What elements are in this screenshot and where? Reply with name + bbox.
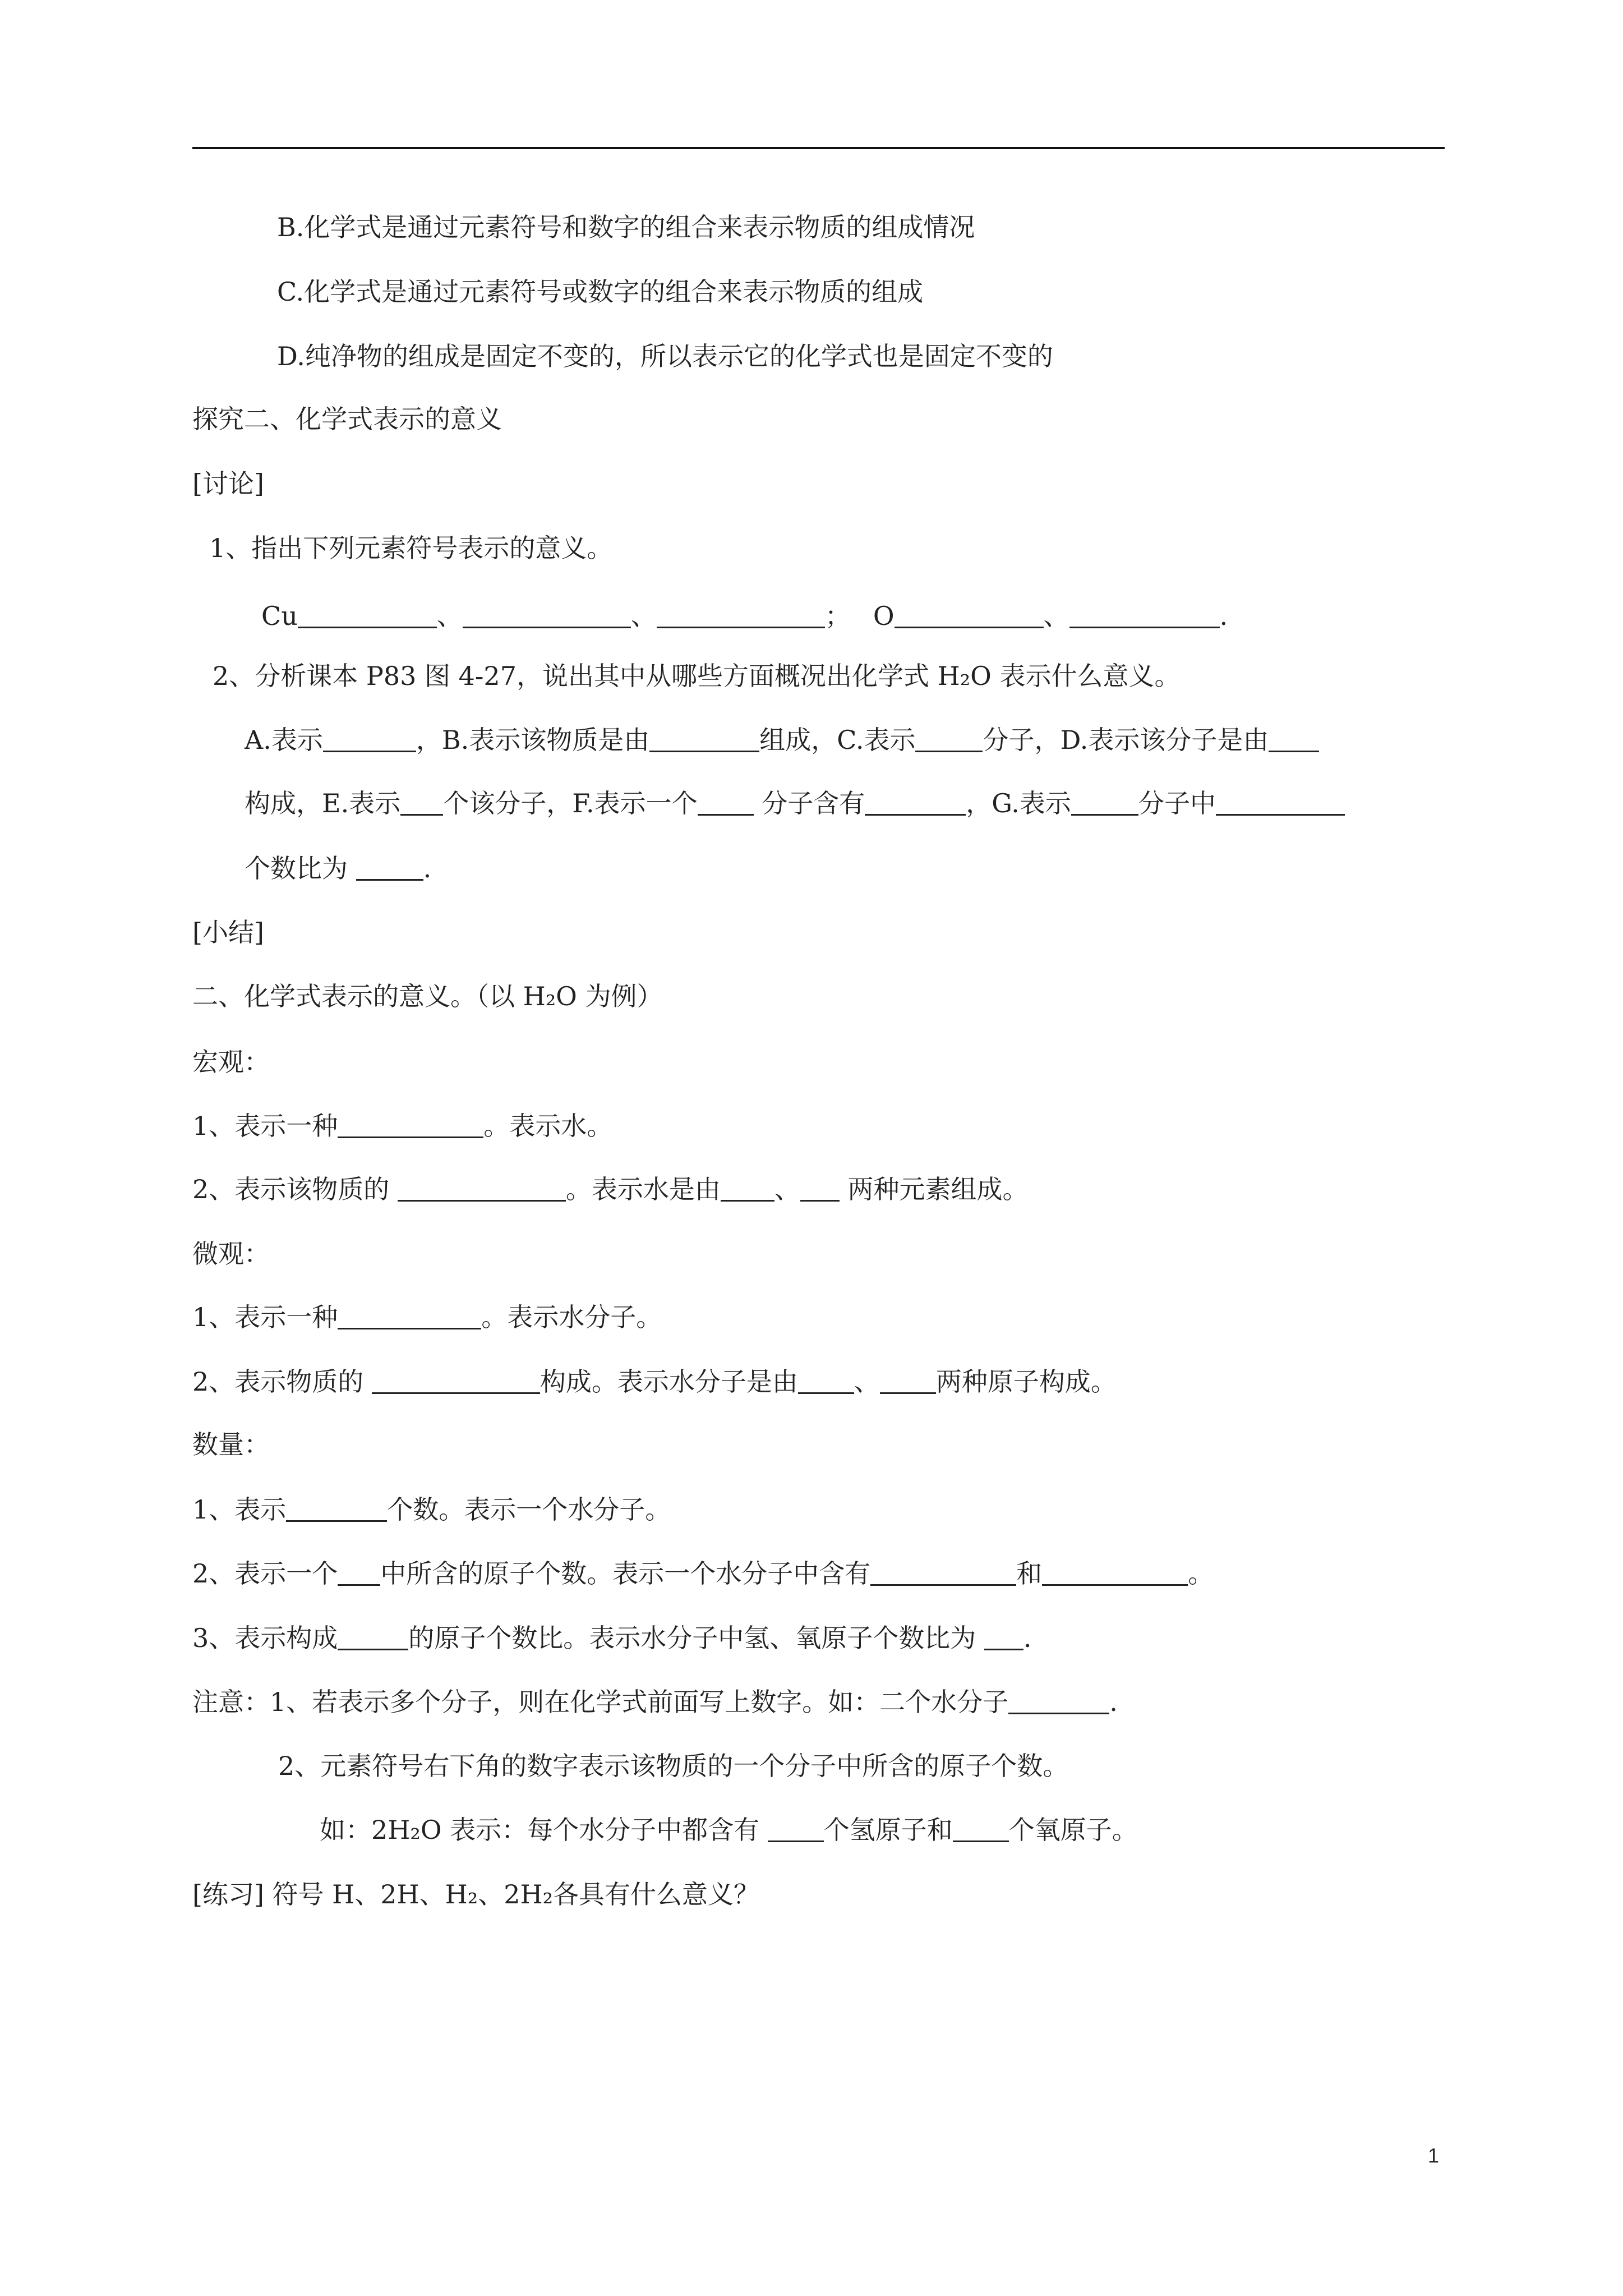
text: 个氧原子。: [1008, 1815, 1138, 1845]
blank[interactable]: [1216, 792, 1345, 816]
text: 个该分子，F.表示一个: [443, 788, 698, 818]
text: 1、表示一种: [192, 1302, 338, 1332]
quantity-item-1: [192, 1493, 671, 1526]
text: 的原子个数比。表示水分子中氢、氧原子个数比为: [408, 1623, 984, 1653]
micro-item-2: [192, 1365, 1117, 1398]
blank[interactable]: [800, 1177, 840, 1202]
note-line-3: [320, 1813, 1138, 1847]
blank[interactable]: [721, 1177, 774, 1202]
blank[interactable]: [1042, 1562, 1188, 1586]
option-b: B.化学式是通过元素符号和数字的组合来表示物质的组成情况: [277, 212, 975, 242]
page-number: 1: [1428, 2144, 1440, 2167]
quantity-label: 数量：: [192, 1429, 270, 1460]
quantity-item-2: [192, 1557, 1214, 1590]
text: 2、表示一个: [192, 1558, 338, 1589]
blank[interactable]: [880, 1370, 936, 1394]
discussion-label: [讨论]: [192, 468, 264, 499]
text: 1、表示: [192, 1494, 287, 1525]
text: 分子，D.表示该分子是由: [983, 725, 1269, 755]
blank[interactable]: [298, 604, 437, 628]
separator: 、: [436, 601, 463, 631]
text: 中所含的原子个数。表示一个水分子中含有: [380, 1558, 871, 1589]
blank[interactable]: [1008, 1690, 1109, 1714]
macro-item-1: [192, 1109, 612, 1143]
option-d: D.纯净物的组成是固定不变的，所以表示它的化学式也是固定不变的: [277, 341, 1053, 371]
text: 2、表示物质的: [192, 1366, 372, 1397]
blank[interactable]: [356, 857, 423, 881]
separator: 、: [774, 1174, 800, 1204]
separator: 、: [1043, 601, 1069, 631]
text: 如：2H₂O 表示：每个水分子中都含有: [320, 1815, 768, 1845]
text: 1、表示一种: [192, 1111, 338, 1141]
text: ，G.表示: [966, 788, 1071, 818]
blank[interactable]: [953, 1818, 1009, 1842]
blank[interactable]: [649, 728, 759, 752]
blank[interactable]: [372, 1370, 540, 1394]
blank[interactable]: [768, 1818, 824, 1842]
period: .: [1219, 601, 1228, 631]
text: 。表示水是由: [565, 1174, 721, 1204]
blank[interactable]: [798, 1370, 854, 1394]
blank[interactable]: [338, 1626, 408, 1650]
question-2-line-a: [245, 723, 1319, 757]
question-2-line-c: [245, 852, 431, 885]
text: 。: [1188, 1558, 1214, 1589]
separator: 、: [854, 1366, 880, 1397]
header-rule: [192, 147, 1445, 149]
text: 个氢原子和: [823, 1815, 953, 1845]
text: 个数。表示一个水分子。: [387, 1494, 671, 1525]
blank[interactable]: [323, 728, 416, 752]
blank[interactable]: [338, 1114, 483, 1138]
question-2: 2、分析课本 P83 图 4-27，说出其中从哪些方面概况出化学式 H₂O 表示什么意义。: [213, 661, 1181, 691]
note-line-1: [192, 1685, 1118, 1719]
blank[interactable]: [657, 604, 825, 628]
text: 分子中: [1138, 788, 1216, 818]
text: 3、表示构成: [192, 1623, 338, 1653]
section-heading: 探究二、化学式表示的意义: [192, 404, 502, 434]
blank[interactable]: [286, 1498, 387, 1522]
text: 。表示水分子。: [481, 1302, 662, 1332]
micro-item-1: [192, 1300, 662, 1334]
text: 注意：1、若表示多个分子，则在化学式前面写上数字。如：二个水分子: [192, 1687, 1009, 1717]
blank[interactable]: [1071, 792, 1138, 816]
practice-question: [练习] 符号 H、2H、H₂、2H₂各具有什么意义？: [192, 1879, 760, 1910]
period: .: [1023, 1623, 1032, 1653]
text: 两种元素组成。: [839, 1174, 1029, 1204]
blank[interactable]: [338, 1562, 380, 1586]
symbol-o: O: [873, 601, 895, 631]
summary-title: 二、化学式表示的意义。（以 H₂O 为例）: [192, 981, 663, 1011]
quantity-item-3: [192, 1621, 1032, 1655]
question-1-blanks: [261, 599, 1228, 633]
text: 两种原子构成。: [935, 1366, 1117, 1397]
blank[interactable]: [338, 1305, 481, 1329]
blank[interactable]: [463, 604, 631, 628]
blank[interactable]: [398, 1177, 566, 1202]
blank[interactable]: [984, 1626, 1023, 1650]
text: 构成，E.表示: [245, 788, 401, 818]
blank[interactable]: [1269, 728, 1319, 752]
period: .: [423, 853, 432, 884]
blank[interactable]: [870, 1562, 1016, 1586]
question-2-line-b: [245, 786, 1345, 820]
period: .: [1109, 1687, 1118, 1717]
question-1: 1、指出下列元素符号表示的意义。: [209, 533, 613, 563]
text: 。表示水。: [483, 1111, 613, 1141]
text: 构成。表示水分子是由: [540, 1366, 798, 1397]
symbol-cu: Cu: [261, 601, 298, 631]
blank[interactable]: [698, 792, 754, 816]
text: 分子含有: [753, 788, 865, 818]
separator: ；: [824, 601, 851, 631]
blank[interactable]: [895, 604, 1044, 628]
blank[interactable]: [915, 728, 983, 752]
text: A.表示: [245, 725, 323, 755]
blank[interactable]: [400, 792, 443, 816]
macro-label: 宏观：: [192, 1047, 270, 1077]
blank[interactable]: [1069, 604, 1220, 628]
summary-label: [小结]: [192, 917, 264, 947]
option-c: C.化学式是通过元素符号或数字的组合来表示物质的组成: [277, 277, 924, 307]
text: 个数比为: [245, 853, 356, 884]
text: ，B.表示该物质是由: [416, 725, 650, 755]
macro-item-2: [192, 1172, 1029, 1206]
text: 2、表示该物质的: [192, 1174, 398, 1204]
separator: 、: [630, 601, 657, 631]
note-line-2: 2、元素符号右下角的数字表示该物质的一个分子中所含的原子个数。: [278, 1751, 1069, 1781]
text: 组成，C.表示: [759, 725, 916, 755]
blank[interactable]: [865, 792, 966, 816]
text: 和: [1016, 1558, 1043, 1589]
micro-label: 微观：: [192, 1239, 270, 1269]
